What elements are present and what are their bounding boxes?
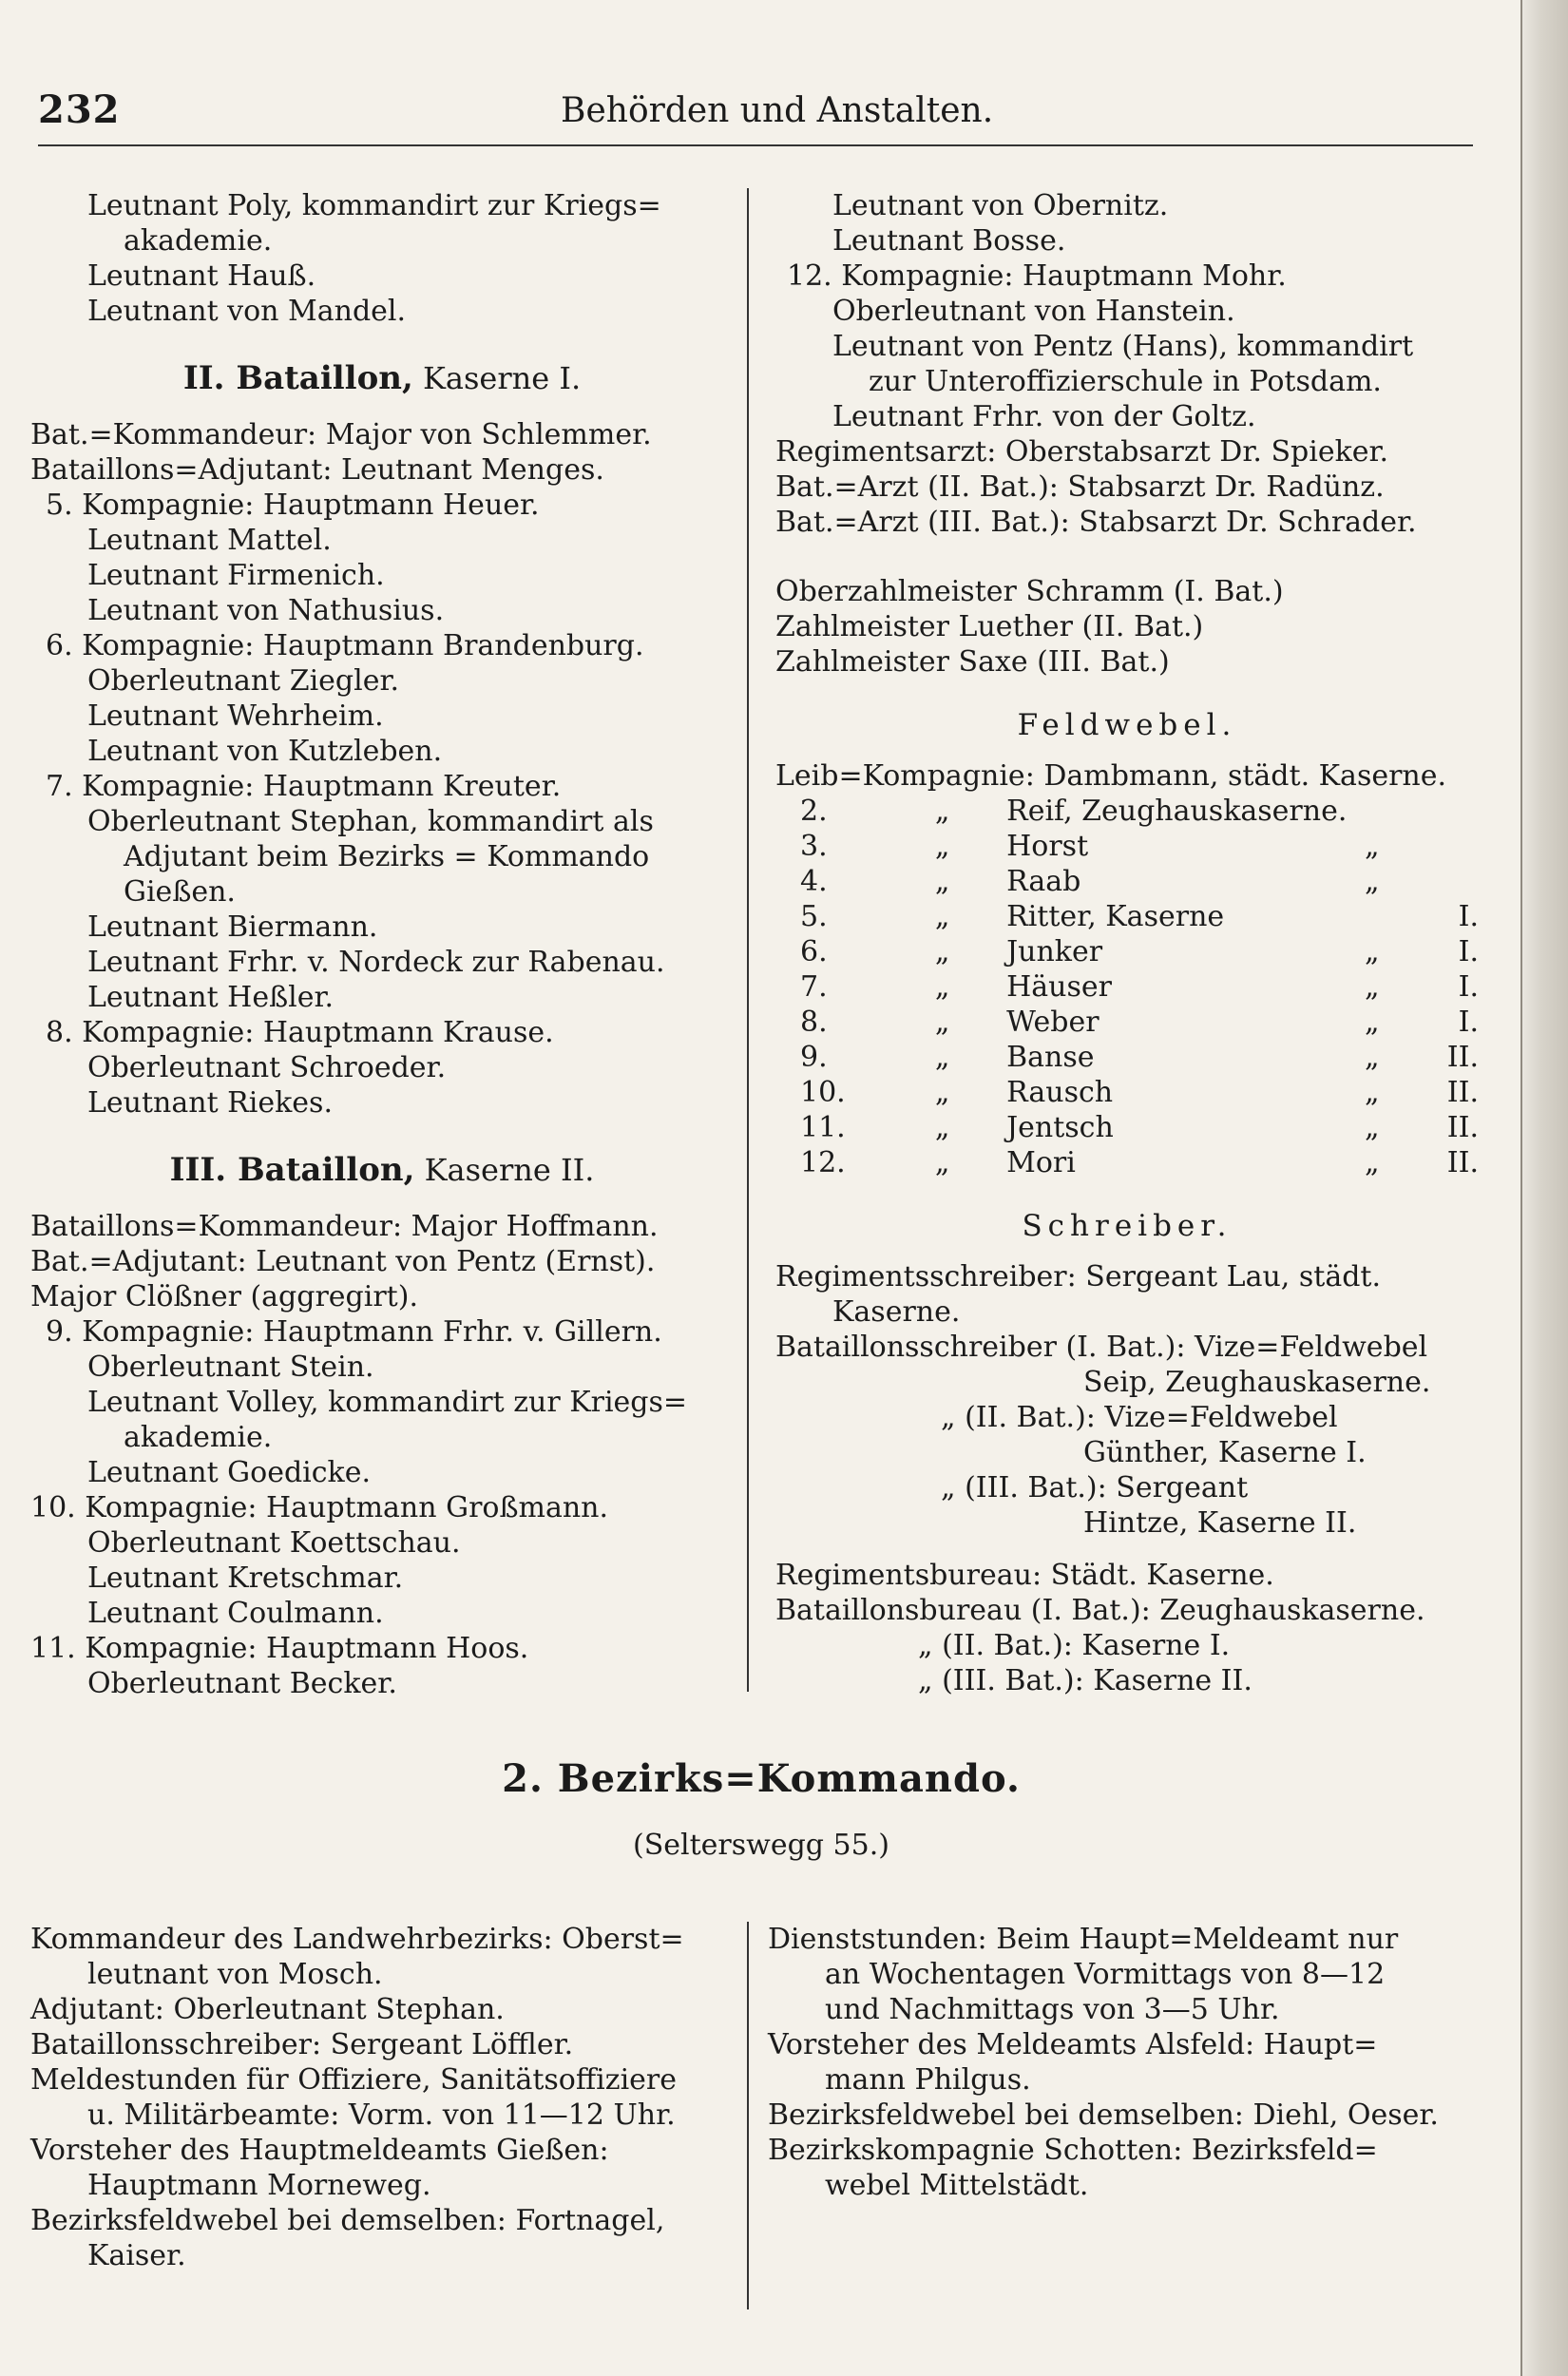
kaserne-ref <box>1397 864 1479 899</box>
ditto-mark: „ <box>934 1146 950 1179</box>
feldwebel-name: Jentsch <box>1006 1111 1114 1144</box>
feldwebel-name: Horst <box>1006 830 1089 863</box>
text-line: Leutnant Firmenich. <box>87 559 385 592</box>
table-row <box>775 1075 1479 1110</box>
text-line: Kaserne. <box>832 1295 961 1329</box>
text-line: Dienststunden: Beim Haupt=Meldeamt nur <box>768 1923 1399 1956</box>
text-line: Leutnant von Nathusius. <box>87 594 445 627</box>
ditto-mark: „ <box>1365 1111 1380 1144</box>
page-number: 232 <box>38 87 121 132</box>
text-line: Leutnant von Obernitz. <box>832 189 1169 222</box>
section-heading-bat3 <box>30 1153 734 1188</box>
text-line: Leutnant Biermann. <box>87 910 378 944</box>
text-line: Bataillons=Kommandeur: Major Hoffmann. <box>30 1210 659 1243</box>
row-number: 10. <box>800 1076 846 1109</box>
ditto-mark: „ <box>1365 970 1380 1004</box>
text-line: Oberzahlmeister Schramm (I. Bat.) <box>775 575 1284 608</box>
ditto-mark: „ <box>934 795 950 828</box>
kaserne-ref: I. <box>1458 900 1479 933</box>
heading-bold: III. Bataillon, <box>169 1151 415 1189</box>
ditto-mark <box>1347 794 1397 829</box>
text-line: 12. Kompagnie: Hauptmann Mohr. <box>787 259 1287 293</box>
table-row <box>775 934 1479 969</box>
ditto-mark: „ <box>934 1041 950 1074</box>
table-row <box>775 829 1479 864</box>
kaserne-ref <box>1397 829 1479 864</box>
text-line: Leutnant Riekes. <box>87 1086 333 1120</box>
row-number: 11. <box>800 1111 846 1144</box>
text-line: Leutnant Goedicke. <box>87 1456 372 1489</box>
text-line: Hauptmann Morneweg. <box>87 2169 431 2202</box>
text-line: und Nachmittags von 3—5 Uhr. <box>825 1993 1280 2026</box>
feldwebel-name: Raab <box>1006 865 1081 898</box>
ditto-mark: „ <box>934 830 950 863</box>
bottom-right-column <box>768 1922 1479 2203</box>
text-line: Leutnant Coulmann. <box>87 1597 384 1630</box>
text-line: Hintze, Kaserne II. <box>1083 1506 1357 1540</box>
table-row <box>775 1040 1479 1075</box>
ditto-mark: „ <box>934 1006 950 1039</box>
text-line: Bat.=Adjutant: Leutnant von Pentz (Ernst). <box>30 1245 656 1278</box>
schreiber-heading: Schreiber. <box>1022 1209 1233 1243</box>
feldwebel-name: Mori <box>1006 1146 1076 1179</box>
kaserne-ref: I. <box>1458 1006 1479 1039</box>
text-line: Bezirkskompagnie Schotten: Bezirksfeld= <box>768 2134 1378 2167</box>
text-line: Leutnant Poly, kommandirt zur Kriegs= <box>87 189 661 222</box>
feldwebel-name: Junker <box>1006 935 1103 968</box>
table-row <box>775 899 1479 934</box>
text-line: „ (III. Bat.): Sergeant <box>941 1471 1249 1504</box>
feldwebel-table-body <box>775 794 1479 1180</box>
text-line: Leutnant Frhr. v. Nordeck zur Rabenau. <box>87 946 665 979</box>
text-line: Leutnant Bosse. <box>832 224 1066 258</box>
text-line: Bezirksfeldwebel bei demselben: Diehl, Oeser. <box>768 2098 1439 2132</box>
heading-bold: II. Bataillon, <box>182 359 413 397</box>
feldwebel-table <box>775 794 1479 1180</box>
text-line: Oberleutnant Becker. <box>87 1667 397 1700</box>
text-line: Oberleutnant Koettschau. <box>87 1526 461 1560</box>
text-line: „ (III. Bat.): Kaserne II. <box>918 1664 1252 1697</box>
row-number: 7. <box>800 970 828 1004</box>
row-number: 8. <box>800 1006 828 1039</box>
feldwebel-heading: Feldwebel. <box>1017 708 1237 742</box>
feldwebel-name: Banse <box>1006 1041 1095 1074</box>
text-line: Regimentsbureau: Städt. Kaserne. <box>775 1559 1274 1592</box>
text-line: mann Philgus. <box>825 2063 1031 2097</box>
ditto-mark: „ <box>1365 1146 1380 1179</box>
text-line: Seip, Zeughauskaserne. <box>1083 1366 1431 1399</box>
text-line: Leutnant von Mandel. <box>87 295 407 328</box>
text-line: Meldestunden für Offiziere, Sanitätsoffiziere <box>30 2063 678 2097</box>
feldwebel-name: Reif, Zeughauskaserne. <box>1006 795 1348 828</box>
table-row <box>775 1110 1479 1145</box>
text-line: 6. Kompagnie: Hauptmann Brandenburg. <box>46 629 644 662</box>
text-line: „ (II. Bat.): Kaserne I. <box>918 1629 1231 1662</box>
text-line: 5. Kompagnie: Hauptmann Heuer. <box>46 489 540 522</box>
kaserne-ref: I. <box>1458 935 1479 968</box>
ditto-mark: „ <box>934 900 950 933</box>
text-line: Leutnant von Pentz (Hans), kommandirt <box>832 330 1414 363</box>
feldwebel-name: Ritter, Kaserne <box>1006 900 1225 933</box>
section-subtitle: (Selterswegg 55.) <box>633 1829 889 1862</box>
text-line: akademie. <box>124 1421 273 1454</box>
text-line: 7. Kompagnie: Hauptmann Kreuter. <box>46 770 562 803</box>
text-line: Günther, Kaserne I. <box>1083 1436 1367 1469</box>
kaserne-ref <box>1397 794 1479 829</box>
text-line: Leutnant von Kutzleben. <box>87 735 443 768</box>
ditto-mark: „ <box>934 970 950 1004</box>
table-row <box>775 1145 1479 1180</box>
text-line: Zahlmeister Luether (II. Bat.) <box>775 610 1204 643</box>
text-line: Kommandeur des Landwehrbezirks: Oberst= <box>30 1923 684 1956</box>
section-heading-bat2 <box>30 361 734 396</box>
kaserne-ref: II. <box>1446 1076 1479 1109</box>
text-line: Bat.=Arzt (II. Bat.): Stabsarzt Dr. Radünz. <box>775 470 1385 504</box>
spacer <box>775 540 1479 574</box>
row-number: 6. <box>800 935 828 968</box>
ditto-mark: „ <box>934 865 950 898</box>
text-line: zur Unteroffizierschule in Potsdam. <box>869 365 1382 398</box>
feldwebel-name: Häuser <box>1006 970 1112 1004</box>
heading-rest: Kaserne II. <box>424 1152 595 1188</box>
table-row <box>775 794 1479 829</box>
ditto-mark <box>1347 899 1397 934</box>
ditto-mark: „ <box>1365 1076 1380 1109</box>
text-line: Bataillons=Adjutant: Leutnant Menges. <box>30 453 604 487</box>
spacer <box>775 1541 1479 1558</box>
row-number: 3. <box>800 830 828 863</box>
ditto-mark: „ <box>934 1111 950 1144</box>
table-row <box>775 1005 1479 1040</box>
text-line: Major Clößner (aggregirt). <box>30 1280 418 1313</box>
text-line: Oberleutnant Stephan, kommandirt als <box>87 805 654 838</box>
text-line: Leutnant Kretschmar. <box>87 1562 404 1595</box>
column-divider-top <box>747 188 749 1692</box>
table-row <box>775 864 1479 899</box>
bottom-left-column <box>30 1922 734 2273</box>
text-line: „ (II. Bat.): Vize=Feldwebel <box>941 1401 1338 1434</box>
ditto-mark: „ <box>1365 830 1380 863</box>
text-line: Leutnant Mattel. <box>87 524 332 557</box>
text-line: 11. Kompagnie: Hauptmann Hoos. <box>30 1632 529 1665</box>
row-number: 9. <box>800 1041 828 1074</box>
kaserne-ref: II. <box>1446 1111 1479 1144</box>
right-column <box>775 188 1479 1698</box>
text-line: Oberleutnant von Hanstein. <box>832 295 1235 328</box>
text-line: Gießen. <box>124 875 236 909</box>
ditto-mark: „ <box>1365 935 1380 968</box>
kaserne-ref: II. <box>1446 1041 1479 1074</box>
row-number: 4. <box>800 865 828 898</box>
text-line: Leutnant Heßler. <box>87 981 335 1014</box>
text-line: Bat.=Arzt (III. Bat.): Stabsarzt Dr. Schrader. <box>775 506 1417 539</box>
text-line: akademie. <box>124 224 273 258</box>
text-line: Zahlmeister Saxe (III. Bat.) <box>775 645 1170 679</box>
kaserne-ref: II. <box>1446 1146 1479 1179</box>
text-line: Bataillonsschreiber (I. Bat.): Vize=Feldwebel <box>775 1331 1428 1364</box>
column-divider-bottom <box>747 1922 749 2309</box>
text-line: Vorsteher des Meldeamts Alsfeld: Haupt= <box>768 2028 1378 2061</box>
text-line: Bat.=Kommandeur: Major von Schlemmer. <box>30 418 652 451</box>
ditto-mark: „ <box>934 935 950 968</box>
text-line: Bezirksfeldwebel bei demselben: Fortnagel, <box>30 2204 665 2237</box>
kaserne-ref: I. <box>1458 970 1479 1004</box>
text-line: Regimentsschreiber: Sergeant Lau, städt. <box>775 1260 1382 1293</box>
ditto-mark: „ <box>934 1076 950 1109</box>
text-line: an Wochentagen Vormittags von 8—12 <box>825 1958 1386 1991</box>
feldwebel-name: Rausch <box>1006 1076 1114 1109</box>
row-number: 2. <box>800 795 828 828</box>
text-line: Leutnant Volley, kommandirt zur Kriegs= <box>87 1386 688 1419</box>
text-line: 10. Kompagnie: Hauptmann Großmann. <box>30 1491 609 1524</box>
text-line: Adjutant beim Bezirks = Kommando <box>124 840 650 873</box>
section-title: 2. Bezirks=Kommando. <box>502 1756 1021 1801</box>
running-header: Behörden und Anstalten. <box>561 91 994 130</box>
text-line: u. Militärbeamte: Vorm. von 11—12 Uhr. <box>87 2098 676 2132</box>
left-column <box>30 188 734 1701</box>
text-line: Bataillonsschreiber: Sergeant Löffler. <box>30 2028 574 2061</box>
text-line: leutnant von Mosch. <box>87 1958 383 1991</box>
text-line: Oberleutnant Schroeder. <box>87 1051 447 1084</box>
text-line: Adjutant: Oberleutnant Stephan. <box>30 1993 505 2026</box>
text-line: 8. Kompagnie: Hauptmann Krause. <box>46 1016 554 1049</box>
header-rule <box>38 144 1473 146</box>
heading-rest: Kaserne I. <box>422 360 582 396</box>
row-number: 12. <box>800 1146 846 1179</box>
text-line: Leutnant Wehrheim. <box>87 699 384 733</box>
page-edge <box>1520 0 1568 2376</box>
table-row <box>775 969 1479 1005</box>
feldwebel-name: Weber <box>1006 1006 1100 1039</box>
text-line: Leutnant Frhr. von der Goltz. <box>832 400 1256 433</box>
text-line: Vorsteher des Hauptmeldeamts Gießen: <box>30 2134 609 2167</box>
row-number: 5. <box>800 900 828 933</box>
text-line: Bataillonsbureau (I. Bat.): Zeughauskaserne. <box>775 1594 1425 1627</box>
text-line: Regimentsarzt: Oberstabsarzt Dr. Spieker. <box>775 435 1389 469</box>
text-line: Kaiser. <box>87 2239 186 2272</box>
text-line: Oberleutnant Stein. <box>87 1351 374 1384</box>
text-line: Leib=Kompagnie: Dambmann, städt. Kaserne. <box>775 759 1447 793</box>
ditto-mark: „ <box>1365 1041 1380 1074</box>
text-line: Oberleutnant Ziegler. <box>87 664 400 698</box>
ditto-mark: „ <box>1365 1006 1380 1039</box>
text-line: 9. Kompagnie: Hauptmann Frhr. v. Gillern. <box>46 1315 662 1349</box>
ditto-mark: „ <box>1365 865 1380 898</box>
text-line: Leutnant Hauß. <box>87 259 316 293</box>
text-line: webel Mittelstädt. <box>825 2169 1089 2202</box>
